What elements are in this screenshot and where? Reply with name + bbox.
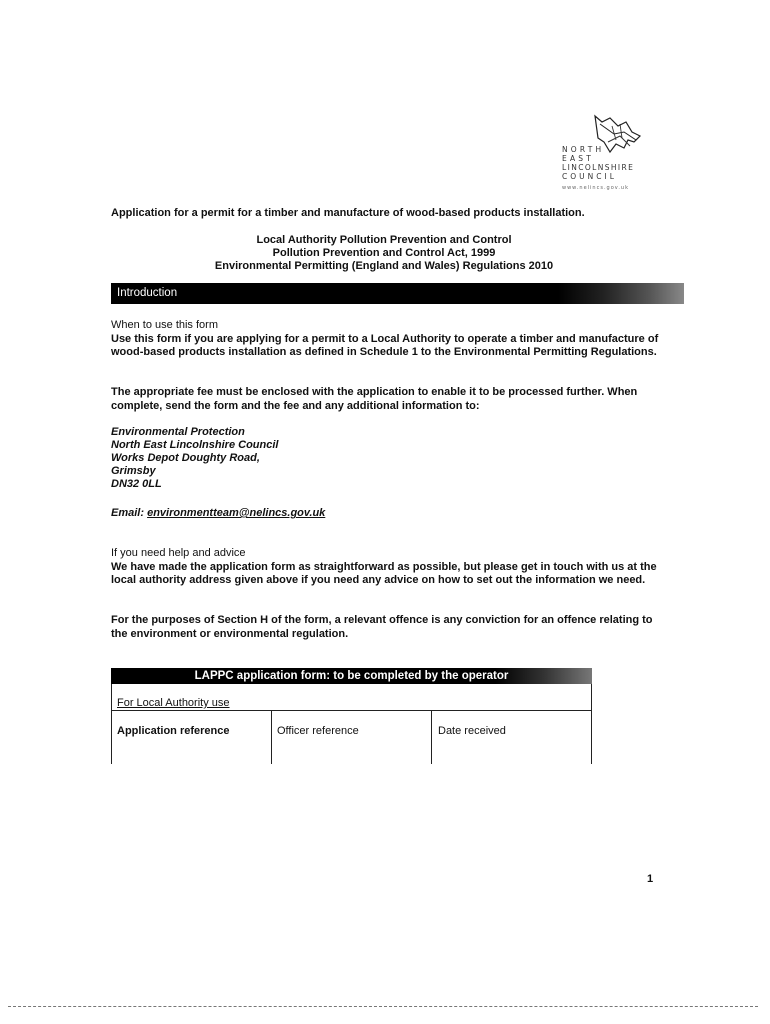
logo-line-council: COUNCIL bbox=[562, 172, 617, 181]
column-date-received: Date received bbox=[438, 725, 506, 737]
when-body: Use this form if you are applying for a permit to a Local Authority to operate a timber and manufacture of wood-based products installation as defined in Schedule 1 to the Environmental Permitting Regulations. bbox=[111, 332, 659, 358]
email-label: Email: bbox=[111, 507, 145, 519]
address-line: Works Depot Doughty Road, bbox=[111, 452, 260, 464]
address-line: Environmental Protection bbox=[111, 426, 245, 438]
table-col-divider-1 bbox=[271, 710, 272, 764]
address-line: North East Lincolnshire Council bbox=[111, 439, 279, 451]
fee-paragraph: The appropriate fee must be enclosed with the application to enable it to be processed further. When complete, send the form and the fee and any additional information to: bbox=[111, 386, 638, 412]
section-bar-introduction bbox=[111, 283, 684, 304]
page-number: 1 bbox=[647, 873, 654, 885]
table-col-divider-2 bbox=[431, 710, 432, 764]
section-bar-label: Introduction bbox=[117, 287, 178, 299]
logo-line-east: EAST bbox=[562, 154, 595, 163]
legislation-line-3: Environmental Permitting (England and Wales) Regulations 2010 bbox=[214, 260, 554, 272]
email-link[interactable]: environmentteam@nelincs.gov.uk bbox=[147, 507, 326, 519]
column-officer-reference: Officer reference bbox=[277, 725, 359, 737]
logo-website: www.nelincs.gov.uk bbox=[562, 185, 629, 191]
when-heading: When to use this form bbox=[111, 319, 218, 331]
logo-line-north: NORTH bbox=[562, 145, 605, 154]
offence-paragraph: For the purposes of Section H of the form, a relevant offence is any conviction for an offence relating to the environment or environmental regulation. bbox=[111, 614, 653, 640]
la-use-table bbox=[111, 668, 592, 764]
table-divider bbox=[111, 710, 592, 711]
when-section bbox=[111, 319, 671, 360]
help-section bbox=[111, 547, 671, 588]
help-heading: If you need help and advice bbox=[111, 547, 246, 559]
address-line: Grimsby bbox=[111, 465, 156, 477]
legislation-line-1: Local Authority Pollution Prevention and Control bbox=[256, 234, 512, 246]
bottom-rule bbox=[8, 1006, 758, 1007]
logo-line-lincolnshire: LINCOLNSHIRE bbox=[562, 163, 635, 172]
help-body: We have made the application form as straightforward as possible, but please get in touch with us at the local authority address given above if you need any advice on how to set out the information we need. bbox=[111, 560, 657, 586]
la-use-label: For Local Authority use bbox=[117, 697, 230, 709]
table-border-left bbox=[111, 684, 112, 764]
column-application-reference: Application reference bbox=[117, 725, 230, 737]
council-logo bbox=[560, 112, 660, 196]
table-header: LAPPC application form: to be completed by the operator bbox=[111, 668, 592, 684]
legislation-line-2: Pollution Prevention and Control Act, 1999 bbox=[272, 247, 496, 259]
tree-emblem-icon bbox=[590, 112, 645, 162]
email-line bbox=[111, 507, 325, 519]
table-border-right bbox=[591, 684, 592, 764]
document-title: Application for a permit for a timber and manufacture of wood-based products installation. bbox=[111, 207, 585, 219]
postal-address bbox=[111, 426, 278, 491]
address-line: DN32 0LL bbox=[111, 478, 162, 490]
